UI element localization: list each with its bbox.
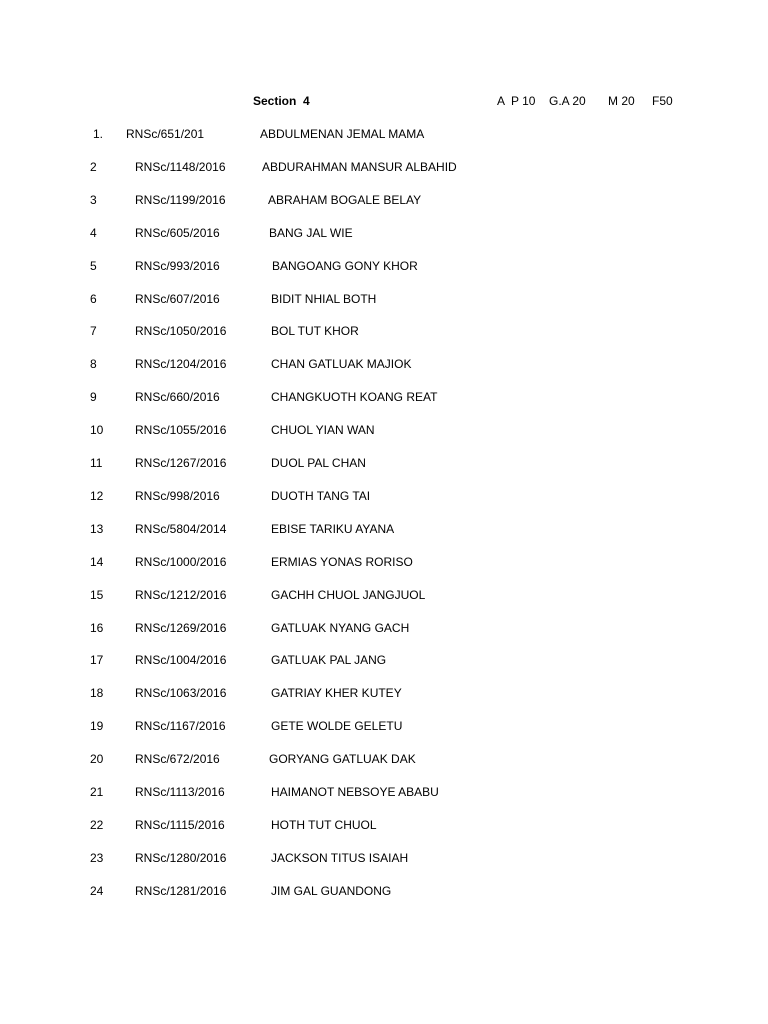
section-header: [0, 94, 768, 112]
student-name: GATLUAK NYANG GACH: [271, 621, 410, 635]
student-name: ERMIAS YONAS RORISO: [271, 555, 413, 569]
roster-row: [0, 785, 768, 803]
row-number: 24: [90, 884, 104, 898]
registration-number: RNSc/660/2016: [135, 390, 220, 404]
roster-row: [0, 621, 768, 639]
roster-row: [0, 324, 768, 342]
roster-row: [0, 686, 768, 704]
roster-row: [0, 259, 768, 277]
student-name: ABDULMENAN JEMAL MAMA: [260, 127, 425, 141]
row-number: 6: [90, 292, 97, 306]
registration-number: RNSc/605/2016: [135, 226, 220, 240]
student-name: EBISE TARIKU AYANA: [271, 522, 395, 536]
row-number: 17: [90, 653, 104, 667]
registration-number: RNSc/993/2016: [135, 259, 220, 273]
roster-row: [0, 423, 768, 441]
roster-row: [0, 292, 768, 310]
roster-row: [0, 127, 768, 145]
roster-row: [0, 357, 768, 375]
registration-number: RNSc/1204/2016: [135, 357, 227, 371]
student-name: BOL TUT KHOR: [271, 324, 359, 338]
student-name: DUOTH TANG TAI: [271, 489, 371, 503]
roster-row: [0, 489, 768, 507]
row-number: 15: [90, 588, 104, 602]
row-number: 13: [90, 522, 104, 536]
roster-row: [0, 390, 768, 408]
row-number: 4: [90, 226, 97, 240]
student-name: JIM GAL GUANDONG: [271, 884, 392, 898]
row-number: 7: [90, 324, 97, 338]
registration-number: RNSc/1055/2016: [135, 423, 227, 437]
marks-column-ap: A P 10: [497, 94, 536, 108]
student-name: GATLUAK PAL JANG: [271, 653, 387, 667]
row-number: 23: [90, 851, 104, 865]
row-number: 8: [90, 357, 97, 371]
student-name: JACKSON TITUS ISAIAH: [271, 851, 409, 865]
student-name: GORYANG GATLUAK DAK: [269, 752, 416, 766]
registration-number: RNSc/672/2016: [135, 752, 220, 766]
roster-row: [0, 588, 768, 606]
registration-number: RNSc/1281/2016: [135, 884, 227, 898]
registration-number: RNSc/1113/2016: [135, 785, 225, 799]
student-name: DUOL PAL CHAN: [271, 456, 366, 470]
student-name: HAIMANOT NEBSOYE ABABU: [271, 785, 439, 799]
row-number: 11: [90, 456, 103, 470]
registration-number: RNSc/607/2016: [135, 292, 220, 306]
registration-number: RNSc/5804/2014: [135, 522, 227, 536]
roster-row: [0, 653, 768, 671]
registration-number: RNSc/1115/2016: [135, 818, 225, 832]
row-number: 1.: [93, 127, 104, 141]
roster-row: [0, 555, 768, 573]
row-number: 12: [90, 489, 104, 503]
student-name: CHUOL YIAN WAN: [271, 423, 375, 437]
student-name: GETE WOLDE GELETU: [271, 719, 403, 733]
roster-row: [0, 522, 768, 540]
marks-column-m: M 20: [608, 94, 635, 108]
student-name: GACHH CHUOL JANGJUOL: [271, 588, 426, 602]
row-number: 18: [90, 686, 104, 700]
row-number: 9: [90, 390, 97, 404]
student-name: GATRIAY KHER KUTEY: [271, 686, 402, 700]
row-number: 10: [90, 423, 104, 437]
roster-row: [0, 719, 768, 737]
registration-number: RNSc/1004/2016: [135, 653, 227, 667]
row-number: 3: [90, 193, 97, 207]
registration-number: RNSc/1167/2016: [135, 719, 226, 733]
student-name: BIDIT NHIAL BOTH: [271, 292, 377, 306]
registration-number: RNSc/1063/2016: [135, 686, 227, 700]
registration-number: RNSc/1267/2016: [135, 456, 227, 470]
registration-number: RNSc/651/201: [126, 127, 205, 141]
row-number: 5: [90, 259, 97, 273]
registration-number: RNSc/1000/2016: [135, 555, 227, 569]
roster-row: [0, 884, 768, 902]
roster-row: [0, 226, 768, 244]
student-name: CHAN GATLUAK MAJIOK: [271, 357, 412, 371]
section-title: Section 4: [253, 94, 310, 108]
student-name: HOTH TUT CHUOL: [271, 818, 377, 832]
roster-row: [0, 456, 768, 474]
registration-number: RNSc/1148/2016: [135, 160, 226, 174]
student-name: ABDURAHMAN MANSUR ALBAHID: [262, 160, 457, 174]
student-name: CHANGKUOTH KOANG REAT: [271, 390, 438, 404]
roster-row: [0, 752, 768, 770]
registration-number: RNSc/998/2016: [135, 489, 220, 503]
student-name: ABRAHAM BOGALE BELAY: [268, 193, 422, 207]
marks-column-f: F50: [652, 94, 673, 108]
row-number: 20: [90, 752, 104, 766]
roster-row: [0, 160, 768, 178]
row-number: 19: [90, 719, 104, 733]
student-name: BANGOANG GONY KHOR: [272, 259, 418, 273]
registration-number: RNSc/1212/2016: [135, 588, 227, 602]
row-number: 14: [90, 555, 104, 569]
roster-row: [0, 818, 768, 836]
student-name: BANG JAL WIE: [269, 226, 353, 240]
row-number: 2: [90, 160, 97, 174]
registration-number: RNSc/1280/2016: [135, 851, 227, 865]
registration-number: RNSc/1269/2016: [135, 621, 227, 635]
registration-number: RNSc/1199/2016: [135, 193, 226, 207]
row-number: 16: [90, 621, 104, 635]
row-number: 22: [90, 818, 104, 832]
row-number: 21: [90, 785, 104, 799]
roster-row: [0, 851, 768, 869]
roster-row: [0, 193, 768, 211]
registration-number: RNSc/1050/2016: [135, 324, 227, 338]
marks-column-ga: G.A 20: [549, 94, 586, 108]
